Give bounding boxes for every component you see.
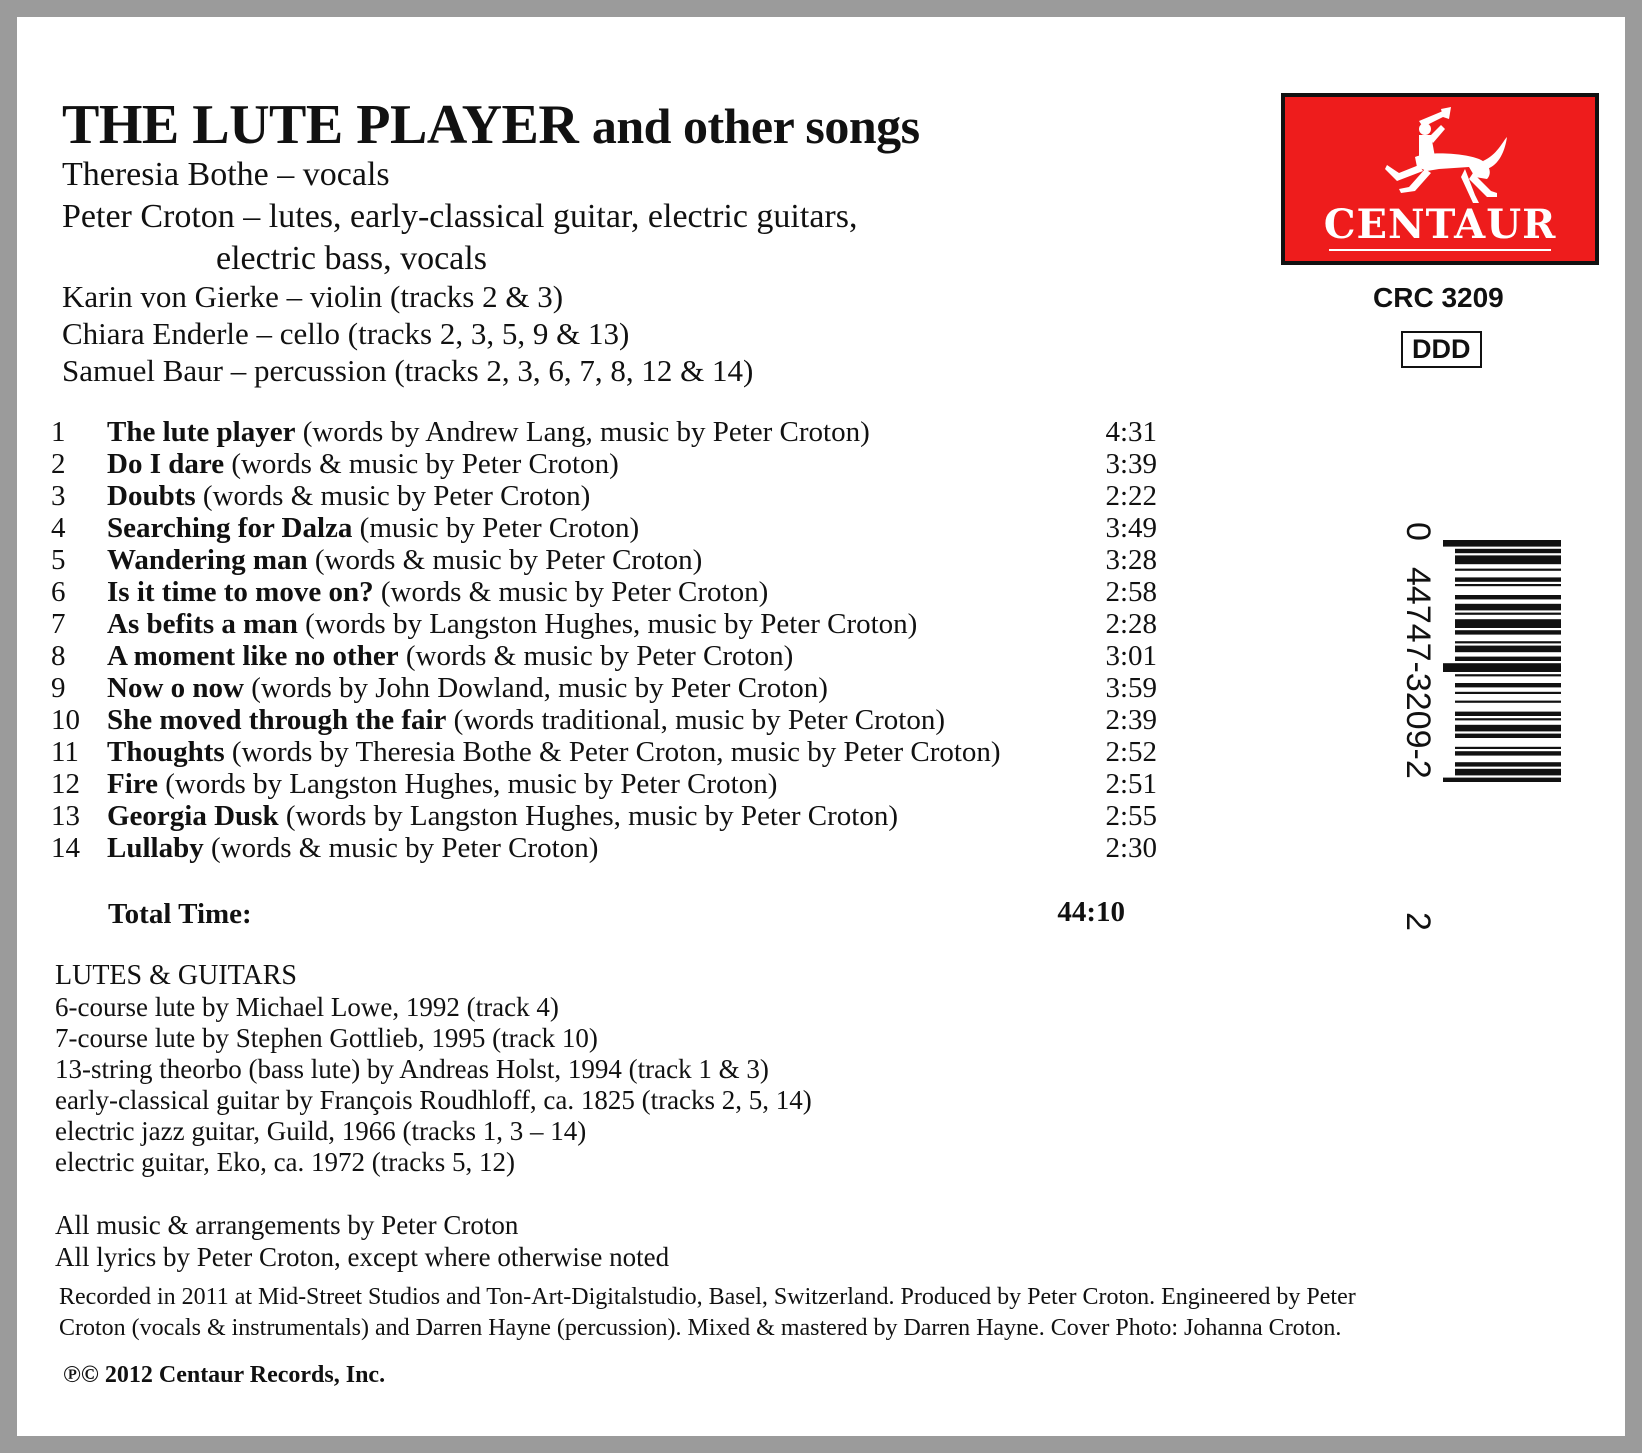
track-number: 14 — [51, 832, 80, 864]
track-title-bold: Searching for Dalza — [107, 512, 353, 544]
lyrics-note: All lyrics by Peter Croton, except where otherwise noted — [55, 1242, 670, 1272]
barcode-bar — [1455, 641, 1561, 643]
barcode-bar — [1455, 569, 1561, 571]
track-duration: 3:01 — [1105, 640, 1157, 672]
track-title — [107, 416, 870, 448]
track-title-bold: Wandering man — [107, 544, 308, 576]
track-number: 5 — [51, 544, 66, 576]
recording-info: Recorded in 2011 at Mid-Street Studios and Ton-Art-Digitalstudio, Basel, Switzerland. Produced by Peter Croton. Engineered by Peter — [59, 1284, 1356, 1310]
track-number: 2 — [51, 448, 66, 480]
barcode-bar — [1455, 674, 1561, 676]
barcode-trail-digit: 2 — [1399, 912, 1437, 931]
barcode-bar — [1443, 663, 1561, 672]
credit-line: Samuel Baur – percussion (tracks 2, 3, 6, 7, 8, 12 & 14) — [62, 353, 754, 388]
barcode-bar — [1455, 613, 1561, 615]
track-title-bold: The lute player — [107, 416, 296, 448]
barcode-bar — [1455, 630, 1561, 634]
credit-line: Karin von Gierke – violin (tracks 2 & 3) — [62, 279, 564, 314]
instrument-item: early-classical guitar by François Roudhloff, ca. 1825 (tracks 2, 5, 14) — [55, 1085, 812, 1115]
track-title — [107, 512, 639, 544]
credit-line: Peter Croton – lutes, early-classical guitar, electric guitars, — [62, 198, 858, 235]
track-credits: (words & music by Peter Croton) — [398, 640, 794, 672]
track-number: 6 — [51, 576, 66, 608]
track-title-bold: Do I dare — [107, 448, 225, 480]
barcode-bar — [1443, 540, 1561, 547]
centaur-logo — [1281, 93, 1599, 265]
track-title — [107, 800, 898, 832]
centaur-figure-icon — [1379, 107, 1509, 207]
track-title — [107, 672, 828, 704]
track-duration: 3:49 — [1105, 512, 1157, 544]
track-title-bold: Lullaby — [107, 832, 204, 864]
track-number: 1 — [51, 416, 66, 448]
track-number: 10 — [51, 704, 80, 736]
barcode-bar — [1455, 619, 1561, 628]
track-title-bold: Is it time to move on? — [107, 576, 374, 608]
recording-info: Croton (vocals & instrumentals) and Darren Hayne (percussion). Mixed & mastered by Darren Hayne. Cover Photo: Johanna Croton. — [59, 1315, 1342, 1341]
track-number: 4 — [51, 512, 66, 544]
credit-line: electric bass, vocals — [216, 240, 487, 277]
barcode-bar — [1455, 657, 1561, 661]
track-credits: (words & music by Peter Croton) — [307, 544, 703, 576]
track-number: 13 — [51, 800, 80, 832]
track-duration: 2:58 — [1105, 576, 1157, 608]
barcode-bar — [1455, 712, 1561, 716]
barcode — [1387, 512, 1567, 942]
track-credits: (words by Langston Hughes, music by Peter Croton) — [158, 768, 778, 800]
instrument-item: 13-string theorbo (bass lute) by Andreas Holst, 1994 (track 1 & 3) — [55, 1054, 769, 1084]
track-duration: 3:59 — [1105, 672, 1157, 704]
track-title — [107, 480, 590, 512]
album-title — [62, 91, 920, 160]
barcode-bar — [1455, 718, 1561, 720]
track-credits: (words by Theresia Bothe & Peter Croton, music by Peter Croton) — [224, 736, 1001, 768]
barcode-bar — [1455, 646, 1561, 653]
track-duration: 3:28 — [1105, 544, 1157, 576]
track-duration: 2:28 — [1105, 608, 1157, 640]
barcode-lead-digit: 0 — [1399, 522, 1437, 541]
barcode-bar — [1455, 725, 1561, 732]
logo-underline — [1329, 249, 1551, 251]
copyright: ℗© 2012 Centaur Records, Inc. — [63, 1362, 386, 1388]
barcode-digits: 44747-3209-2 — [1399, 567, 1437, 779]
track-number: 7 — [51, 608, 66, 640]
format-badge: DDD — [1401, 331, 1482, 368]
barcode-bar — [1455, 762, 1561, 766]
track-number: 9 — [51, 672, 66, 704]
track-credits: (music by Peter Croton) — [352, 512, 640, 544]
track-title — [107, 544, 702, 576]
track-duration: 2:30 — [1105, 832, 1157, 864]
track-title-bold: As befits a man — [107, 608, 298, 640]
barcode-bar — [1455, 577, 1561, 581]
track-number: 8 — [51, 640, 66, 672]
credit-line: Theresia Bothe – vocals — [62, 156, 390, 193]
track-title-bold: Thoughts — [107, 736, 225, 768]
barcode-bar — [1455, 734, 1561, 738]
track-credits: (words by Langston Hughes, music by Peter Croton) — [297, 608, 918, 640]
track-number: 3 — [51, 480, 66, 512]
track-credits: (words traditional, music by Peter Croton) — [446, 704, 945, 736]
catalog-number: CRC 3209 — [1373, 282, 1504, 313]
track-title — [107, 640, 793, 672]
track-title-bold: She moved through the fair — [107, 704, 447, 736]
barcode-bar — [1455, 604, 1561, 611]
album-title-rest: and other songs — [591, 98, 920, 154]
track-title — [107, 736, 1001, 768]
credit-line: Chiara Enderle – cello (tracks 2, 3, 5, 9 & 13) — [62, 316, 630, 351]
track-title-bold: Doubts — [107, 480, 196, 512]
barcode-bar — [1455, 549, 1561, 553]
total-time-value: 44:10 — [1057, 896, 1125, 928]
barcode-bar — [1455, 701, 1561, 703]
track-number: 11 — [51, 736, 79, 768]
track-title-bold: Fire — [107, 768, 158, 800]
track-duration: 2:51 — [1105, 768, 1157, 800]
track-title-bold: A moment like no other — [107, 640, 399, 672]
instruments-heading: LUTES & GUITARS — [55, 960, 297, 991]
track-duration: 2:55 — [1105, 800, 1157, 832]
track-credits: (words & music by Peter Croton) — [224, 448, 619, 480]
instrument-item: 7-course lute by Stephen Gottlieb, 1995 (track 10) — [55, 1023, 598, 1053]
track-title — [107, 704, 945, 736]
barcode-bars — [1443, 540, 1561, 782]
barcode-bar — [1455, 595, 1561, 599]
track-title-bold: Now o now — [107, 672, 244, 704]
barcode-bar — [1455, 692, 1561, 694]
track-duration: 2:22 — [1105, 480, 1157, 512]
track-credits: (words by Langston Hughes, music by Peter Croton) — [278, 800, 898, 832]
track-duration: 2:39 — [1105, 704, 1157, 736]
barcode-bar — [1455, 769, 1561, 776]
barcode-bar — [1455, 555, 1561, 564]
track-credits: (words by John Dowland, music by Peter Croton) — [243, 672, 828, 704]
track-title — [107, 832, 598, 864]
barcode-bar — [1455, 683, 1561, 687]
track-title-bold: Georgia Dusk — [107, 800, 279, 832]
barcode-bar — [1455, 584, 1561, 586]
barcode-bar — [1443, 778, 1561, 782]
instrument-item: electric jazz guitar, Guild, 1966 (tracks 1, 3 – 14) — [55, 1116, 587, 1146]
label-name: CENTAUR — [1323, 201, 1557, 248]
track-title — [107, 768, 777, 800]
track-title — [107, 608, 917, 640]
track-duration: 4:31 — [1105, 416, 1157, 448]
instrument-item: electric guitar, Eko, ca. 1972 (tracks 5, 12) — [55, 1147, 515, 1177]
track-credits: (words & music by Peter Croton) — [203, 832, 599, 864]
track-title — [107, 448, 619, 480]
album-title-main: THE LUTE PLAYER — [62, 94, 579, 156]
arrangement-note: All music & arrangements by Peter Croton — [55, 1210, 519, 1240]
track-credits: (words & music by Peter Croton) — [195, 480, 591, 512]
track-credits: (words & music by Peter Croton) — [373, 576, 769, 608]
track-title — [107, 576, 768, 608]
barcode-bar — [1455, 747, 1561, 749]
instrument-item: 6-course lute by Michael Lowe, 1992 (track 4) — [55, 992, 559, 1022]
track-credits: (words by Andrew Lang, music by Peter Croton) — [295, 416, 870, 448]
track-number: 12 — [51, 768, 80, 800]
total-time-label: Total Time: — [108, 898, 252, 930]
barcode-bar — [1455, 751, 1561, 755]
track-duration: 3:39 — [1105, 448, 1157, 480]
track-duration: 2:52 — [1105, 736, 1157, 768]
